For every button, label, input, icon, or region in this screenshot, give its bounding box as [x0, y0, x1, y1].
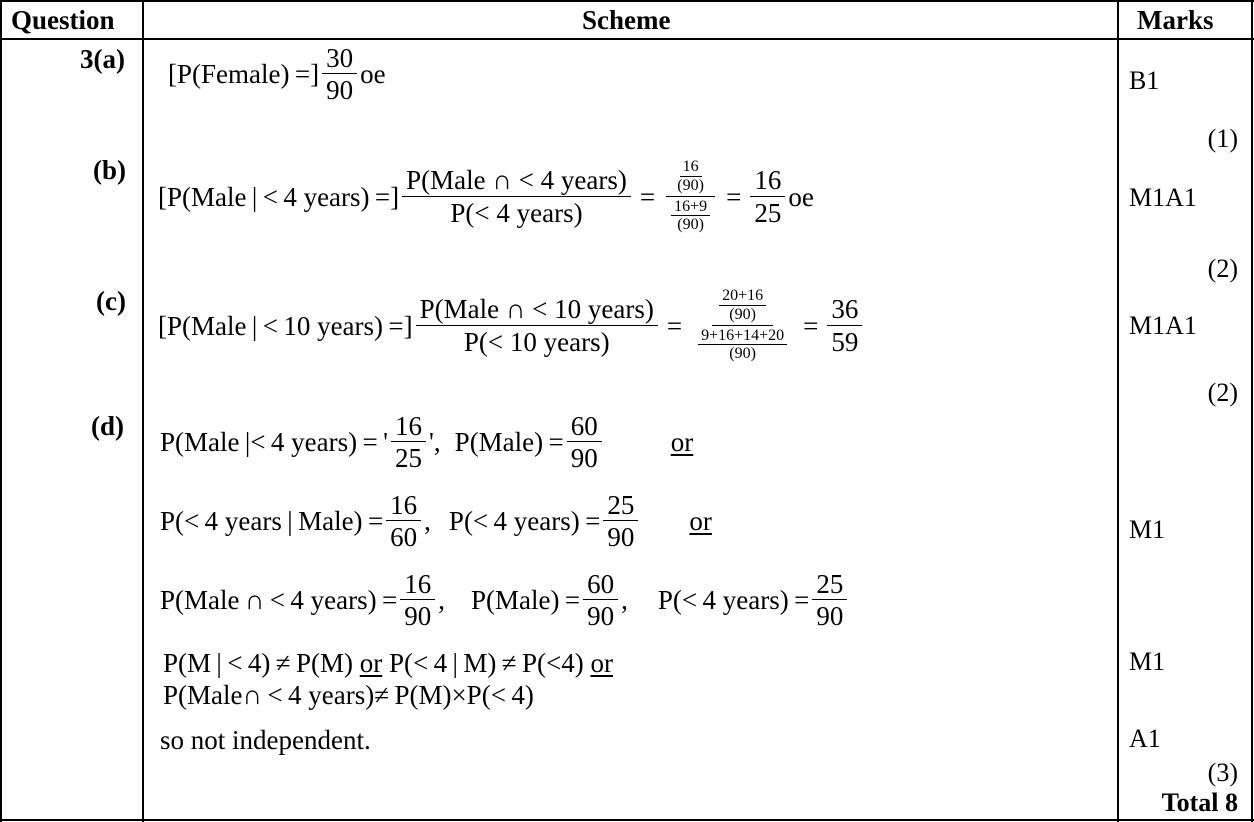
header-marks: Marks [1137, 5, 1214, 35]
scheme-line-d2 [160, 491, 712, 552]
fraction-denominator [664, 197, 717, 235]
text-d1-a-end: ', [429, 427, 441, 458]
fraction [603, 491, 638, 552]
fraction [391, 412, 426, 473]
fraction-denominator: 25 [754, 197, 782, 228]
small-fraction [719, 288, 766, 324]
mark-b: M1A1 [1129, 183, 1197, 212]
text-or: or [689, 506, 712, 537]
fraction-b-conditional [402, 166, 631, 227]
fraction-numerator: 36 [827, 295, 862, 325]
fraction-c-result [827, 295, 862, 356]
comma: , [424, 506, 431, 537]
scheme-conclusion [160, 725, 371, 755]
fraction [812, 570, 847, 631]
fraction-numerator: 20+16 [719, 288, 766, 306]
question-label-b: (b) [93, 155, 126, 185]
fraction-numerator: 60 [567, 412, 602, 442]
scheme-line-d1 [160, 412, 693, 473]
table-border-bottom [0, 819, 1254, 821]
question-label-c: (c) [96, 286, 126, 316]
fraction-b-result [750, 166, 785, 227]
fraction-numerator: 16 [400, 570, 435, 600]
fraction-denominator: 90 [587, 601, 615, 632]
subtotal-b: (2) [1207, 254, 1238, 283]
text-c-prefix: [P(Male | < 10 years) =] [158, 310, 413, 341]
fraction-denominator: 59 [831, 326, 859, 357]
text-d1-a: P(Male |< 4 years) = ' [160, 427, 389, 458]
table-divider-question [142, 0, 144, 822]
fraction-numerator: P(Male ∩ < 10 years) [416, 295, 658, 325]
subtotal-c: (2) [1207, 378, 1238, 407]
text-d3-b: P(Male) = [471, 585, 581, 616]
text-oe: oe [788, 181, 814, 212]
fraction-denominator: (90) [729, 305, 756, 323]
fraction-numerator: 16 [680, 159, 702, 177]
text-a-prefix: [P(Female) =] [168, 59, 320, 90]
mark-d3: A1 [1129, 724, 1161, 753]
fraction-denominator: 60 [390, 522, 418, 553]
fraction-numerator [712, 288, 773, 326]
fraction-b-compound [664, 159, 717, 234]
text-or: or [359, 648, 383, 678]
fraction-numerator: 16 [750, 166, 785, 196]
text-oe: oe [360, 59, 386, 90]
fraction-numerator: 25 [603, 491, 638, 521]
table-border-right [1251, 0, 1253, 822]
text-b-prefix: [P(Male | < 4 years) =] [158, 181, 400, 212]
table-border-left [0, 0, 2, 822]
total-marks: Total 8 [1161, 788, 1238, 817]
mark-d2: M1 [1129, 647, 1166, 676]
fraction-numerator: 25 [812, 570, 847, 600]
question-label-d: (d) [91, 411, 124, 441]
text-d2-b: P(< 4 years) = [448, 506, 601, 537]
fraction-denominator: P(< 10 years) [463, 326, 610, 357]
fraction-denominator: (90) [677, 216, 704, 234]
fraction-a [322, 44, 357, 105]
scheme-line-d4 [163, 648, 613, 678]
small-fraction [671, 199, 710, 235]
text-d3-c: P(< 4 years) = [657, 585, 810, 616]
equals-sign: = [639, 181, 656, 212]
fraction [400, 570, 435, 631]
fraction-denominator: 90 [326, 75, 354, 106]
scheme-line-b [158, 159, 814, 234]
scheme-line-a [168, 44, 386, 105]
text-d2-a: P(< 4 years | Male) = [160, 506, 384, 537]
fraction-numerator: 16 [386, 491, 421, 521]
header-question: Question [11, 5, 115, 35]
fraction-c-compound [691, 288, 794, 363]
equals-sign: = [803, 310, 819, 341]
comma: , [621, 585, 628, 616]
fraction-denominator [691, 326, 794, 364]
scheme-line-c [158, 288, 865, 363]
header-scheme: Scheme [582, 5, 671, 35]
question-label-3a: 3(a) [80, 44, 125, 74]
fraction-denominator: 90 [570, 443, 598, 474]
fraction-denominator: 90 [607, 522, 635, 553]
table-divider-marks [1117, 0, 1119, 822]
small-fraction [673, 159, 708, 195]
fraction-numerator: 60 [583, 570, 618, 600]
fraction-numerator: 30 [322, 44, 357, 74]
fraction-numerator [666, 159, 715, 197]
fraction-denominator: (90) [729, 345, 756, 363]
fraction-denominator: 90 [404, 601, 432, 632]
mark-c: M1A1 [1129, 311, 1197, 340]
text-or: or [590, 648, 613, 678]
equals-sign: = [726, 181, 742, 212]
fraction-numerator: 16+9 [671, 199, 710, 217]
scheme-line-d3 [160, 570, 850, 631]
mark-d1: M1 [1129, 515, 1166, 544]
fraction-c-conditional [416, 295, 658, 356]
text-d4-b: P(< 4 | M) ≠ P(<4) [389, 648, 584, 678]
scheme-line-d5 [163, 680, 534, 710]
text-d4-a: P(M | < 4) ≠ P(M) [163, 648, 353, 678]
equals-sign: = [666, 310, 683, 341]
text-d3-a: P(Male ∩ < 4 years) = [160, 585, 398, 616]
fraction [583, 570, 618, 631]
fraction-denominator: 90 [816, 601, 844, 632]
text-d1-b: P(Male) = [454, 427, 564, 458]
fraction-denominator: P(< 4 years) [450, 197, 583, 228]
fraction-denominator: 25 [395, 443, 423, 474]
fraction-numerator: P(Male ∩ < 4 years) [402, 166, 631, 196]
table-border-header [0, 38, 1254, 40]
small-fraction [698, 328, 787, 364]
table-border-top [0, 0, 1254, 2]
fraction-numerator: 16 [391, 412, 426, 442]
text-or: or [670, 427, 694, 458]
fraction-denominator: (90) [677, 176, 704, 194]
text-conclusion: so not independent. [160, 725, 371, 755]
mark-a: B1 [1129, 66, 1160, 95]
subtotal-d: (3) [1207, 758, 1238, 787]
subtotal-a: (1) [1207, 124, 1238, 153]
text-d5: P(Male∩ < 4 years)≠ P(M)×P(< 4) [163, 680, 534, 710]
fraction [386, 491, 421, 552]
fraction [567, 412, 602, 473]
comma: , [438, 585, 446, 616]
fraction-numerator: 9+16+14+20 [698, 328, 787, 346]
